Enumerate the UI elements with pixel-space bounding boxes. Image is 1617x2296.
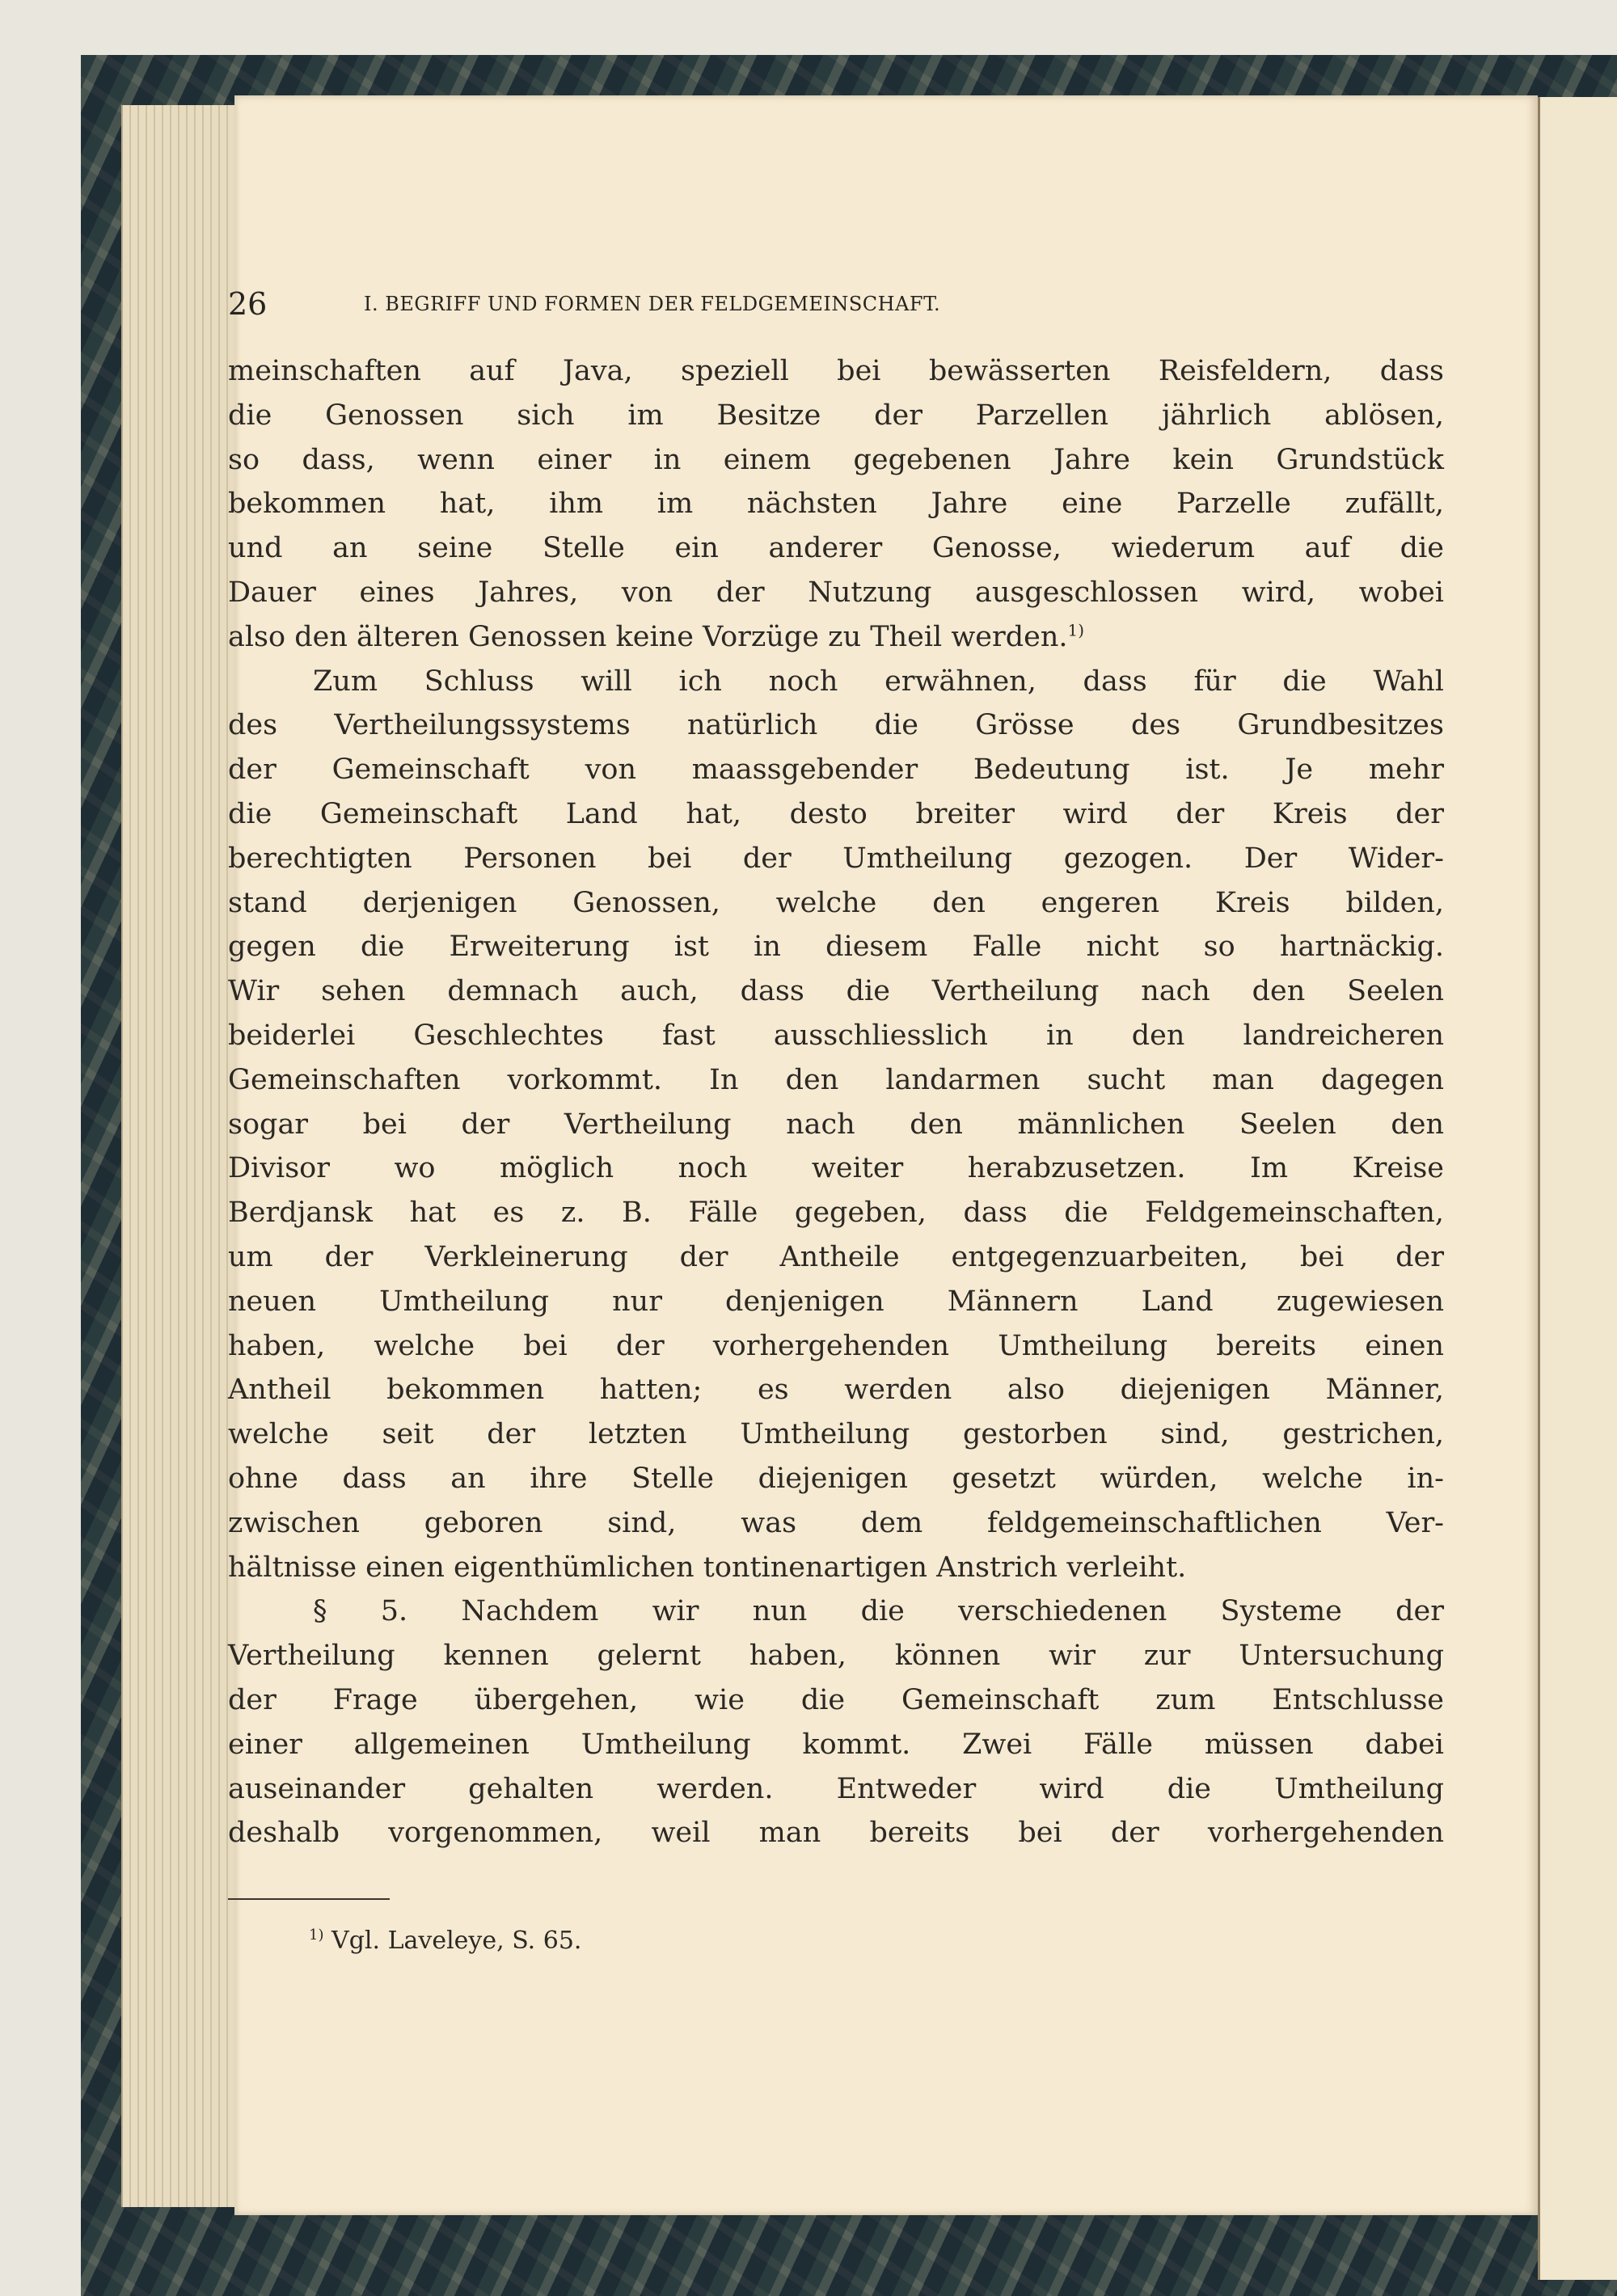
running-head: I. BEGRIFF UND FORMEN DER FELDGEMEINSCHAFT. (364, 293, 941, 315)
text-line: um der Verkleinerung der Antheile entgegenzuarbeiten, bei der (228, 1240, 1444, 1273)
footnote-marker: 1) (309, 1927, 324, 1944)
text-line: zwischen geboren sind, was dem feldgemeinschaftlichen Ver- (228, 1506, 1444, 1539)
text-line: die Genossen sich im Besitze der Parzellen jährlich ablösen, (228, 399, 1444, 432)
text-line: meinschaften auf Java, speziell bei bewässerten Reisfeldern, dass (228, 355, 1444, 387)
page-number: 26 (228, 286, 268, 322)
text-line: Wir sehen demnach auch, dass die Vertheilung nach den Seelen (228, 975, 1444, 1008)
text-span: also den älteren Genossen keine Vorzüge zu Theil werden. (228, 620, 1068, 653)
text-line: Vertheilung kennen gelernt haben, können wir zur Untersuchung (228, 1640, 1444, 1673)
text-line: die Gemeinschaft Land hat, desto breiter wird der Kreis der (228, 797, 1444, 830)
text-line: bekommen hat, ihm im nächsten Jahre eine Parzelle zufällt, (228, 487, 1444, 521)
footnote-reference: 1) (1067, 620, 1085, 640)
text-line: gegen die Erweiterung ist in diesem Falle nicht so hartnäckig. (228, 931, 1444, 964)
footnote-text: Vgl. Laveleye, S. 65. (331, 1927, 582, 1955)
page-header (228, 281, 1444, 327)
body-text (228, 349, 1444, 1855)
footnote-rule (228, 1898, 390, 1900)
text-line: § 5. Nachdem wir nun die verschiedenen Systeme der (313, 1595, 1444, 1628)
text-line: so dass, wenn einer in einem gegebenen Jahre kein Grundstück (228, 443, 1444, 476)
text-line: beiderlei Geschlechtes fast ausschliesslich in den landreicheren (228, 1019, 1444, 1052)
text-line: Divisor wo möglich noch weiter herabzusetzen. Im Kreise (228, 1152, 1444, 1185)
text-line: ohne dass an ihre Stelle diejenigen gesetzt würden, welche in- (228, 1462, 1444, 1495)
text-line: haben, welche bei der vorhergehenden Umtheilung bereits einen (228, 1329, 1444, 1362)
text-line: und an seine Stelle ein anderer Genosse, wiederum auf die (228, 532, 1444, 565)
text-line: Berdjansk hat es z. B. Fälle gegeben, dass die Feldgemeinschaften, (228, 1197, 1444, 1230)
text-line: Antheil bekommen hatten; es werden also diejenigen Männer, (228, 1374, 1444, 1407)
text-line: der Frage übergehen, wie die Gemeinschaft zum Entschlusse (228, 1683, 1444, 1716)
footnote (309, 1918, 581, 1959)
text-line: sogar bei der Vertheilung nach den männlichen Seelen den (228, 1108, 1444, 1141)
text-line: Zum Schluss will ich noch erwähnen, dass für die Wahl (313, 665, 1444, 698)
text-line: neuen Umtheilung nur denjenigen Männern Land zugewiesen (228, 1285, 1444, 1318)
text-line: deshalb vorgenommen, weil man bereits bei der vorhergehenden (228, 1817, 1444, 1850)
text-line: Dauer eines Jahres, von der Nutzung ausgeschlossen wird, wobei (228, 576, 1444, 609)
text-line: auseinander gehalten werden. Entweder wird die Umtheilung (228, 1772, 1444, 1805)
text-line: Gemeinschaften vorkommt. In den landarmen sucht man dagegen (228, 1063, 1444, 1096)
text-line: stand derjenigen Genossen, welche den engeren Kreis bilden, (228, 886, 1444, 919)
next-page-edge (1538, 97, 1617, 2280)
text-line: des Vertheilungssystems natürlich die Grösse des Grundbesitzes (228, 709, 1444, 742)
text-line: hältnisse einen eigenthümlichen tontinenartigen Anstrich verleiht. (228, 1551, 1187, 1584)
text-line: berechtigten Personen bei der Umtheilung gezogen. Der Wider- (228, 842, 1444, 875)
page-edges (121, 105, 236, 2207)
text-line: der Gemeinschaft von maassgebender Bedeutung ist. Je mehr (228, 753, 1444, 787)
text-line: welche seit der letzten Umtheilung gestorben sind, gestrichen, (228, 1418, 1444, 1451)
text-line-with-footnote-ref (228, 615, 1444, 660)
text-line: einer allgemeinen Umtheilung kommt. Zwei Fälle müssen dabei (228, 1728, 1444, 1761)
